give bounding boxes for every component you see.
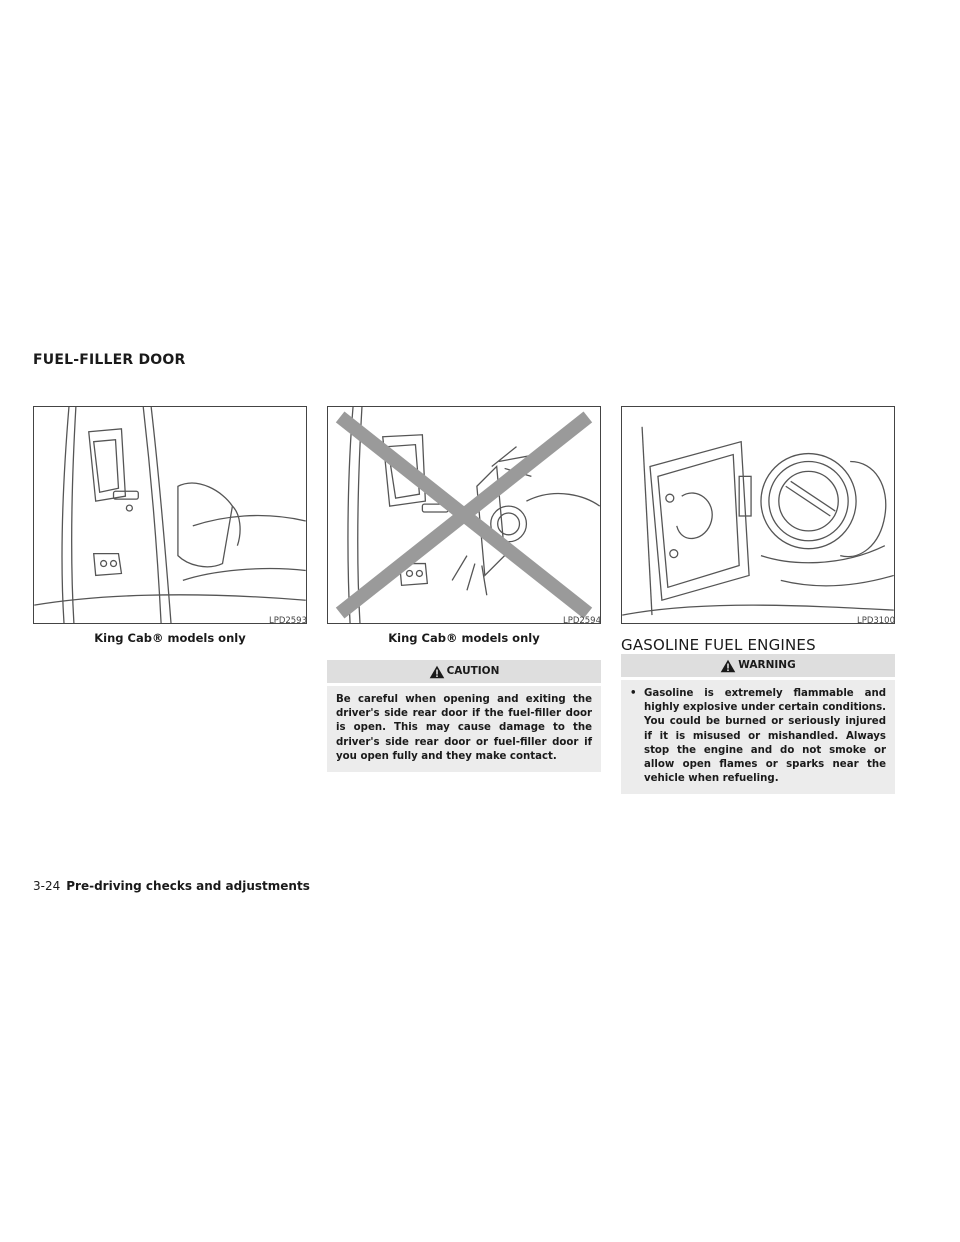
chapter-title: Pre-driving checks and adjustments [66,879,310,893]
caution-header [327,660,601,683]
figure-code: LPD2593 [268,616,307,626]
warning-triangle-icon [720,659,736,673]
gasoline-heading: GASOLINE FUEL ENGINES [621,636,816,654]
bullet-icon: • [630,688,637,699]
warning-header [621,654,895,677]
caution-box [327,660,601,772]
figure-code: LPD3100 [856,616,895,626]
figure-king-cab-closed [33,406,307,624]
figure-door-contact [327,406,601,624]
section-title: FUEL-FILLER DOOR [33,352,186,368]
warning-body [621,680,895,794]
fuel-door-rear-door-contact-crossed-illustration [328,407,600,623]
king-cab-fuel-door-closed-illustration [34,407,306,623]
figure-caption: King Cab® models only [388,631,540,645]
page-footer [33,879,310,893]
warning-box [621,654,895,794]
warning-bullet-text: Gasoline is extremely flammable and highly explosive under certain conditions. You could be burned or seriously injured if it is misused or mishandled. Always stop the engine and do not smoke or allow open flames or sparks near the vehicle when refueling. [644,688,886,785]
warning-heading: WARNING [738,659,796,672]
list-item [630,687,886,786]
page-number: 3-24 [33,879,61,893]
figure-caption: King Cab® models only [94,631,246,645]
figure-fuel-cap [621,406,895,624]
figure-code: LPD2594 [562,616,601,626]
caution-heading: CAUTION [446,665,500,678]
warning-triangle-icon [429,665,445,679]
caution-text: Be careful when opening and exiting the driver's side rear door if the fuel-filler door is open. This may cause damage to the driver's side rear door or fuel-filler door if you open fully and they make contact. [327,686,601,772]
fuel-filler-cap-open-door-illustration [622,407,894,623]
